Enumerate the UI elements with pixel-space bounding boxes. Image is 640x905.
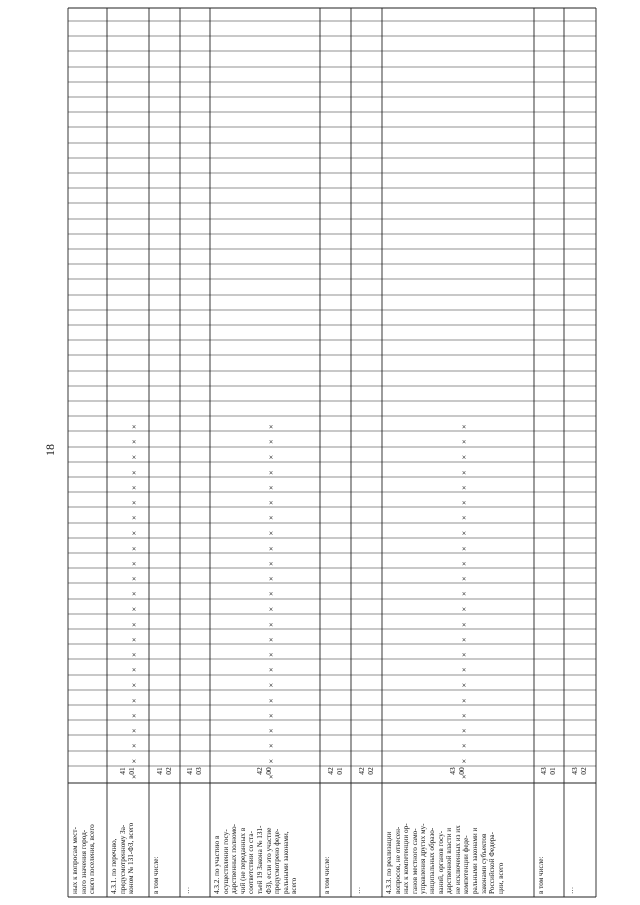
x-mark: × — [131, 453, 137, 462]
row-label — [71, 786, 97, 894]
row-code-part: 01 — [547, 767, 557, 775]
row-label-line: ных к компетенции ор- — [402, 823, 411, 894]
row-label-line: коном № 131-ФЗ, всего — [127, 822, 136, 894]
x-mark: × — [461, 681, 467, 690]
x-mark: × — [461, 483, 467, 493]
row-label-line: в том числе: — [152, 856, 160, 894]
x-mark: × — [268, 772, 274, 782]
x-mark: × — [268, 437, 274, 447]
x-mark: × — [131, 711, 137, 721]
x-mark: × — [131, 559, 137, 569]
row-label-line: ральными законами, — [281, 831, 290, 894]
x-mark: × — [461, 574, 467, 584]
x-mark: × — [461, 437, 467, 447]
row-code-part: 01 — [126, 767, 136, 775]
row-code-part: 42 — [325, 767, 335, 775]
x-mark: × — [131, 772, 137, 782]
x-mark: × — [131, 529, 137, 538]
x-mark: × — [461, 498, 467, 508]
x-mark: × — [131, 757, 137, 766]
x-mark: × — [461, 422, 467, 432]
x-mark: × — [268, 559, 274, 569]
row-code-part: 01 — [334, 767, 343, 775]
x-mark: × — [461, 772, 467, 782]
x-mark: × — [268, 711, 274, 721]
x-mark: × — [131, 422, 137, 432]
x-mark: × — [461, 544, 467, 554]
x-mark: × — [268, 498, 274, 508]
row-label-line: вопросов, не отнесен- — [393, 826, 402, 894]
x-mark: × — [131, 468, 137, 478]
row-code-part: 02 — [365, 767, 374, 775]
x-mark: × — [268, 635, 274, 645]
row-label-line: всего — [290, 877, 299, 894]
row-label — [213, 786, 299, 894]
x-mark: × — [461, 665, 467, 675]
row-label-line: ганов местного само- — [410, 828, 419, 894]
row-code — [119, 761, 136, 781]
x-mark: × — [131, 696, 137, 706]
row-label-line: предусмотрено феде- — [273, 828, 282, 894]
row-code — [449, 761, 466, 781]
row-label-line: предусмотренному За- — [118, 824, 127, 894]
x-mark: × — [268, 574, 274, 584]
x-mark: × — [131, 726, 137, 736]
x-mark: × — [268, 529, 274, 538]
row-label-line: ции, всего — [496, 862, 505, 894]
row-label-line: законами субъектов — [479, 833, 488, 894]
row-code — [540, 761, 557, 781]
row-label — [567, 786, 576, 894]
row-code-part: 02 — [578, 767, 588, 775]
x-mark: × — [131, 665, 137, 675]
row-code-part: 02 — [163, 767, 172, 775]
x-mark: × — [268, 741, 274, 751]
x-mark: × — [461, 696, 467, 706]
row-code-part: 42 — [356, 767, 366, 775]
x-mark: × — [268, 589, 274, 599]
row-code — [327, 761, 344, 781]
page-number: 18 — [43, 444, 57, 456]
x-mark: × — [131, 483, 137, 493]
x-mark: × — [131, 544, 137, 554]
row-label — [537, 786, 546, 894]
row-label-line: ниципальных образо- — [427, 827, 436, 894]
row-label-line: ных к вопросам мест- — [71, 827, 79, 894]
row-label-line: осуществлении госу- — [221, 829, 230, 894]
x-mark: × — [461, 711, 467, 721]
x-mark: × — [268, 681, 274, 690]
row-label — [323, 786, 332, 894]
x-mark: × — [268, 757, 274, 766]
x-mark: × — [131, 635, 137, 645]
row-code-part: 42 — [255, 767, 264, 775]
row-code-part: 43 — [570, 767, 579, 775]
x-mark: × — [461, 605, 467, 614]
x-mark: × — [461, 529, 467, 538]
row-code — [186, 761, 203, 781]
row-label-line: управления других му- — [419, 823, 428, 894]
x-mark: × — [131, 620, 137, 630]
row-label-line: ваний, органов госу- — [436, 830, 445, 894]
x-mark: × — [461, 589, 467, 599]
x-mark: × — [461, 757, 467, 766]
row-label — [183, 786, 192, 894]
row-label — [354, 786, 363, 894]
row-code-part: 43 — [448, 767, 457, 775]
row-code-part: 00 — [456, 767, 466, 775]
x-mark: × — [268, 665, 274, 675]
x-mark: × — [268, 483, 274, 493]
x-mark: × — [268, 422, 274, 432]
row-code-part: 41 — [154, 767, 164, 775]
row-label-line: … — [354, 886, 362, 894]
x-mark: × — [268, 605, 274, 614]
row-code-part: 43 — [539, 767, 548, 775]
row-label-line: 4.3.1. по перечню, — [110, 838, 118, 894]
x-mark: × — [131, 574, 137, 584]
x-mark: × — [268, 696, 274, 706]
row-code — [156, 761, 173, 781]
row-label-line: в том числе: — [323, 856, 331, 894]
x-mark: × — [268, 453, 274, 462]
row-code-part: 03 — [193, 767, 203, 775]
x-mark: × — [268, 726, 274, 736]
row-label — [110, 786, 136, 894]
x-mark: × — [461, 559, 467, 569]
row-label-line: ФЗ), если это участие — [264, 827, 273, 894]
row-label-line: ного значения город- — [79, 829, 88, 894]
row-code-part: 41 — [185, 767, 194, 775]
row-label-line: дарственных полномо- — [230, 824, 239, 894]
row-label-line: в том числе: — [537, 856, 545, 894]
row-code-part: 41 — [118, 767, 127, 775]
x-mark: × — [461, 726, 467, 736]
x-mark: × — [268, 513, 274, 523]
x-mark: × — [268, 544, 274, 554]
row-label-line: Российской Федера- — [488, 831, 497, 894]
x-mark: × — [461, 650, 467, 660]
x-mark: × — [131, 650, 137, 660]
x-mark: × — [461, 620, 467, 630]
row-label — [152, 786, 161, 894]
row-label-line: дарственной власти и — [445, 827, 454, 894]
row-label-line: … — [567, 886, 575, 894]
row-code — [256, 761, 273, 781]
x-mark: × — [268, 650, 274, 660]
x-mark: × — [131, 589, 137, 599]
row-label-line: 4.3.3. по реализации — [385, 831, 393, 894]
row-code — [358, 761, 375, 781]
row-label-line: соответствии со ста- — [247, 831, 256, 894]
x-mark: × — [268, 468, 274, 478]
x-mark: × — [131, 437, 137, 447]
row-code-part: 00 — [263, 767, 273, 775]
x-mark: × — [461, 635, 467, 645]
row-label-line: компетенции феде- — [462, 835, 471, 894]
row-label-line: … — [183, 886, 191, 894]
x-mark: × — [461, 741, 467, 751]
x-mark: × — [461, 453, 467, 462]
x-mark: × — [461, 513, 467, 523]
row-label-line: тьей 19 Закона № 131- — [255, 825, 264, 894]
row-label-line: не исключенных из их — [453, 825, 462, 894]
row-code — [571, 761, 588, 781]
row-label-line: ральными законами и — [470, 827, 479, 894]
row-label-line: чий (не переданных в — [238, 827, 247, 894]
x-mark: × — [131, 741, 137, 751]
x-mark: × — [131, 498, 137, 508]
x-mark: × — [131, 605, 137, 614]
row-label — [385, 786, 505, 894]
x-mark: × — [131, 681, 137, 690]
x-mark: × — [461, 468, 467, 478]
row-label-line: ского поселения, всего — [88, 824, 97, 894]
x-mark: × — [131, 513, 137, 523]
x-mark: × — [268, 620, 274, 630]
row-label-line: 4.3.2. по участию в — [213, 835, 221, 894]
